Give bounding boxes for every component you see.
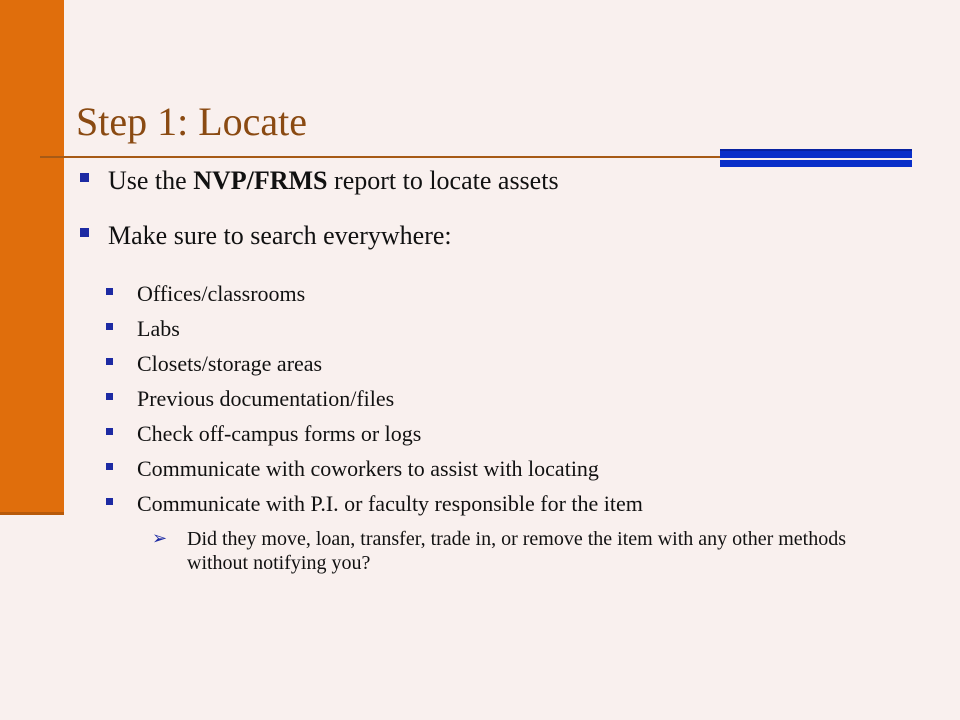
bold-term: NVP/FRMS bbox=[193, 166, 328, 195]
sub-bullet-item bbox=[106, 456, 599, 482]
sub-bullet-text: Previous documentation/files bbox=[137, 386, 395, 411]
blue-accent-bar bbox=[720, 149, 912, 167]
square-bullet-icon bbox=[106, 463, 113, 470]
bullet-item bbox=[80, 221, 452, 251]
sub-bullet-text: Check off-campus forms or logs bbox=[137, 421, 422, 446]
square-bullet-icon bbox=[106, 323, 113, 330]
sub-bullet-text: Communicate with coworkers to assist with locating bbox=[137, 456, 599, 481]
square-bullet-icon bbox=[106, 498, 113, 505]
sub-bullet-item bbox=[106, 281, 305, 307]
sub-sub-bullet-text: Did they move, loan, transfer, trade in, or remove the item with any other methods without notifying you? bbox=[187, 528, 847, 574]
square-bullet-icon bbox=[106, 358, 113, 365]
sub-bullet-item bbox=[106, 421, 421, 447]
sub-bullet-item bbox=[106, 491, 643, 517]
bullet-text: Make sure to search everywhere: bbox=[108, 221, 452, 250]
square-bullet-icon bbox=[80, 228, 89, 237]
sub-bullet-text: Closets/storage areas bbox=[137, 351, 323, 376]
square-bullet-icon bbox=[106, 393, 113, 400]
bullet-item bbox=[80, 166, 559, 196]
sub-sub-bullet-item bbox=[152, 527, 852, 575]
sub-bullet-text: Communicate with P.I. or faculty responsible for the item bbox=[137, 491, 643, 516]
slide-title: Step 1: Locate bbox=[76, 99, 308, 144]
sub-bullet-item bbox=[106, 351, 322, 377]
square-bullet-icon bbox=[106, 428, 113, 435]
left-accent-bar bbox=[0, 0, 64, 515]
bullet-text: Use the NVP/FRMS report to locate assets bbox=[108, 166, 559, 195]
square-bullet-icon bbox=[80, 173, 89, 182]
square-bullet-icon bbox=[106, 288, 113, 295]
sub-bullet-text: Offices/classrooms bbox=[137, 281, 306, 306]
sub-bullet-item bbox=[106, 386, 394, 412]
arrow-bullet-icon: ➢ bbox=[152, 528, 168, 549]
sub-bullet-text: Labs bbox=[137, 316, 180, 341]
sub-bullet-item bbox=[106, 316, 180, 342]
